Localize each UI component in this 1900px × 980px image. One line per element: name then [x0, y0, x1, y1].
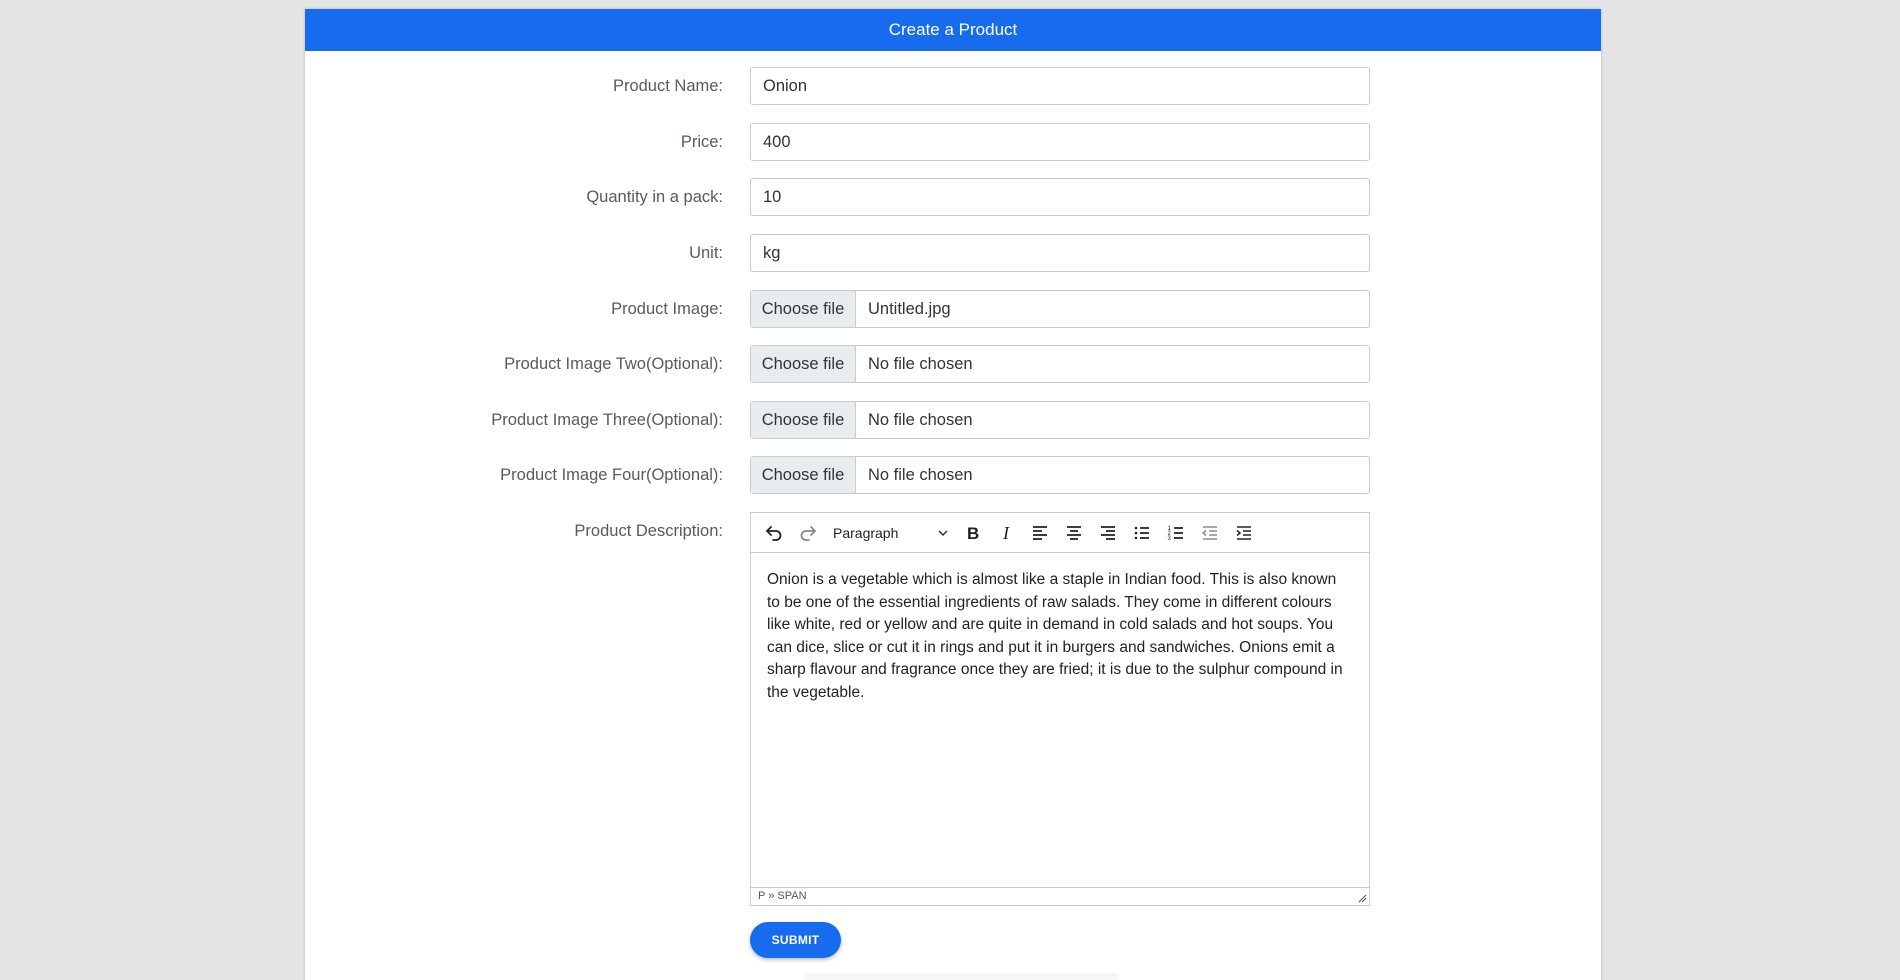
element-path: P » SPAN: [758, 890, 807, 902]
editor-statusbar: [751, 887, 1369, 905]
choose-file-button[interactable]: Choose file: [751, 291, 856, 327]
product-image-two-row: [305, 345, 1601, 383]
svg-text:1: 1: [1167, 525, 1171, 532]
page-title: Create a Product: [888, 20, 1018, 39]
quantity-input[interactable]: 10: [750, 178, 1370, 216]
editor-toolbar: [751, 513, 1369, 553]
editor-content[interactable]: [751, 553, 1369, 875]
submit-button[interactable]: SUBMIT: [750, 922, 841, 958]
description-text: Onion is a vegetable which is almost like a staple in Indian food. This is also known to be one of the essential ingredients of raw salads. They come in different colours like white, red or yellow and are quite in demand in cold salads and hot soups. You can dice, slice or cut it in rings and put it in burgers and sandwiches. Onions emit a sharp flavour and fragrance once they are fried; it is due to the sulphur compound in the vegetable.: [767, 571, 1343, 701]
product-image-two-label: Product Image Two(Optional):: [504, 355, 723, 373]
resize-handle-icon[interactable]: [1358, 894, 1367, 903]
product-image-file-input[interactable]: [750, 290, 1370, 328]
align-center-icon[interactable]: [1057, 518, 1091, 548]
unit-row: [305, 234, 1601, 272]
dropdown-shadow: [805, 975, 1117, 980]
create-product-card: [305, 9, 1601, 980]
align-right-icon[interactable]: [1091, 518, 1125, 548]
product-name-label: Product Name:: [612, 77, 723, 95]
svg-text:B: B: [967, 523, 980, 543]
svg-text:I: I: [1003, 522, 1009, 543]
product-name-row: [305, 67, 1601, 105]
product-image-row: [305, 290, 1601, 328]
outdent-icon[interactable]: [1193, 518, 1227, 548]
block-format-select[interactable]: [825, 518, 955, 548]
svg-text:3: 3: [1167, 535, 1171, 542]
undo-icon[interactable]: [757, 518, 791, 548]
product-image-two-file-input[interactable]: [750, 345, 1370, 383]
product-image-three-file-input[interactable]: [750, 401, 1370, 439]
choose-file-button[interactable]: Choose file: [751, 346, 856, 382]
product-image-three-label: Product Image Three(Optional):: [491, 411, 723, 429]
product-description-label: Product Description:: [574, 522, 723, 540]
choose-file-button[interactable]: Choose file: [751, 402, 856, 438]
chevron-down-icon: [937, 527, 949, 539]
bullet-list-icon[interactable]: [1125, 518, 1159, 548]
block-format-value: Paragraph: [833, 524, 899, 541]
svg-text:2: 2: [1167, 530, 1171, 537]
choose-file-button[interactable]: Choose file: [751, 457, 856, 493]
product-name-input[interactable]: Onion: [750, 67, 1370, 105]
bold-icon[interactable]: [955, 518, 989, 548]
file-name: No file chosen: [868, 354, 973, 373]
file-name: No file chosen: [868, 465, 973, 484]
file-name: Untitled.jpg: [868, 299, 951, 318]
redo-icon[interactable]: [791, 518, 825, 548]
file-name: No file chosen: [868, 410, 973, 429]
card-header: [305, 9, 1601, 51]
align-left-icon[interactable]: [1023, 518, 1057, 548]
price-label: Price:: [680, 133, 723, 151]
product-image-four-file-input[interactable]: [750, 456, 1370, 494]
product-image-label: Product Image:: [611, 300, 723, 318]
product-image-four-label: Product Image Four(Optional):: [500, 466, 723, 484]
product-image-four-row: [305, 456, 1601, 494]
price-row: [305, 123, 1601, 161]
quantity-row: [305, 178, 1601, 216]
price-input[interactable]: 400: [750, 123, 1370, 161]
unit-input[interactable]: kg: [750, 234, 1370, 272]
rich-text-editor: [750, 512, 1370, 906]
numbered-list-icon[interactable]: [1159, 518, 1193, 548]
unit-label: Unit:: [689, 244, 723, 262]
italic-icon[interactable]: [989, 518, 1023, 548]
product-image-three-row: [305, 401, 1601, 439]
quantity-label: Quantity in a pack:: [586, 188, 723, 206]
indent-icon[interactable]: [1227, 518, 1261, 548]
